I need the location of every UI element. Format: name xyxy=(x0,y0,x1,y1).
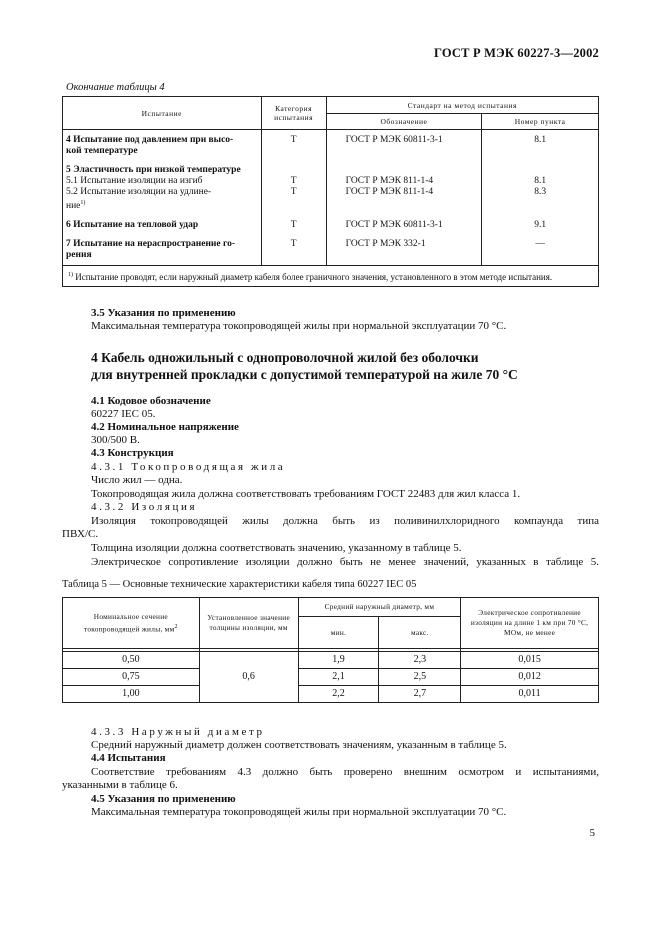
row-standard: ГОСТ Р МЭК 332-1 xyxy=(326,231,482,266)
row-clause: 8.1 xyxy=(482,176,599,187)
unit-sup: 2 xyxy=(174,623,178,630)
row-label: 6 Испытание на тепловой удар xyxy=(63,212,262,231)
footnote-text: Испытание проводят, если наружный диаметр кабеля более граничного значения, установленного в этом методе испытания. xyxy=(75,272,553,283)
table-4 xyxy=(62,96,599,287)
col-max: макс. xyxy=(379,617,461,649)
col-clause: Номер пункта xyxy=(482,114,599,130)
table4-caption: Окончание таблицы 4 xyxy=(66,82,165,93)
table-5 xyxy=(62,597,599,703)
row-clause: 9.1 xyxy=(482,212,599,231)
col-category: Категория испытания xyxy=(261,97,326,130)
row-label: 5 Эластичность при низкой температуре xyxy=(63,157,262,176)
row-standard: ГОСТ Р МЭК 811-1-4 xyxy=(326,187,482,212)
footnote-mark: 1) xyxy=(68,272,73,279)
cell-min: 2,1 xyxy=(298,669,379,686)
col-section-label: Номинальное сечение токопроводящей жилы, мм xyxy=(83,611,175,634)
row-label: 5.2 Испытание изоляции на удлине- xyxy=(66,187,212,197)
col-diameter: Средний наружный диаметр, мм xyxy=(298,598,461,617)
cell-thickness: 0,6 xyxy=(199,652,298,703)
col-designation: Обозначение xyxy=(326,114,482,130)
table-row xyxy=(63,176,599,187)
section-4-line2: для внутренней прокладки с допустимой температурой на жиле 70 °С xyxy=(91,367,518,382)
row-label: кой температуре xyxy=(66,146,138,156)
row-category: Т xyxy=(261,231,326,266)
row-label: рения xyxy=(66,250,92,261)
col-test: Испытание xyxy=(63,97,262,130)
cell-section: 0,50 xyxy=(63,652,200,669)
row-category: Т xyxy=(261,130,326,158)
cell-section: 0,75 xyxy=(63,669,200,686)
table-row xyxy=(63,187,599,212)
table-footnote xyxy=(63,266,599,287)
cell-resistance: 0,012 xyxy=(461,669,599,686)
s431-line1: Число жил — одна. xyxy=(91,474,183,486)
cell-min: 1,9 xyxy=(298,652,379,669)
s431-line2: Токопроводящая жила должна соответствовать требованиям ГОСТ 22483 для жил класса 1. xyxy=(91,488,521,500)
row-category: Т xyxy=(261,187,326,212)
col-thickness: Установленное значение толщины изоляции, мм xyxy=(199,598,298,649)
section-4-line1: 4 Кабель одножильный с однопроволочной жилой без оболочки xyxy=(91,350,479,365)
row-category: Т xyxy=(261,212,326,231)
s432-line2: Толщина изоляции должна соответствовать значению, указанному в таблице 5. xyxy=(91,542,462,554)
table-row xyxy=(63,686,599,703)
cell-max: 2,7 xyxy=(379,686,461,703)
cell-max: 2,5 xyxy=(379,669,461,686)
footnote-ref: 1) xyxy=(80,200,86,206)
s433-text: Средний наружный диаметр должен соответствовать значениям, указанным в таблице 5. xyxy=(91,739,507,751)
s432-line1b: ПВХ/С. xyxy=(62,528,99,540)
row-standard: ГОСТ Р МЭК 811-1-4 xyxy=(326,176,482,187)
row-label: 5.1 Испытание изоляции на изгиб xyxy=(63,176,262,187)
s45-text: Максимальная температура токопроводящей жилы при нормальной эксплуатации 70 °С. xyxy=(91,806,507,818)
row-standard: ГОСТ Р МЭК 60811-3-1 xyxy=(326,130,482,158)
page-number: 5 xyxy=(589,827,595,839)
row-category: Т xyxy=(261,176,326,187)
cell-section: 1,00 xyxy=(63,686,200,703)
s431-title: 4.3.1 Токопроводящая жила xyxy=(91,461,286,473)
document-header: ГОСТ Р МЭК 60227-3—2002 xyxy=(434,46,599,60)
s45-title: 4.5 Указания по применению xyxy=(91,793,236,805)
row-label: 4 Испытание под давлением при высо- xyxy=(66,135,234,145)
table-row xyxy=(63,157,599,176)
row-label: 7 Испытание на нераспространение го- xyxy=(66,239,235,250)
s35-title: 3.5 Указания по применению xyxy=(91,307,236,319)
row-clause: 8.3 xyxy=(482,187,599,212)
row-clause: — xyxy=(482,231,599,266)
table-row xyxy=(63,212,599,231)
section-4-heading xyxy=(91,349,518,383)
table-row xyxy=(63,652,599,669)
s42-title: 4.2 Номинальное напряжение xyxy=(91,421,239,433)
col-section xyxy=(63,598,200,649)
table-row xyxy=(63,231,599,266)
row-standard: ГОСТ Р МЭК 60811-3-1 xyxy=(326,212,482,231)
col-min: мин. xyxy=(298,617,379,649)
s44-line2: указанными в таблице 6. xyxy=(62,779,178,791)
col-standard: Стандарт на метод испытания xyxy=(326,97,598,114)
cell-max: 2,3 xyxy=(379,652,461,669)
s432-title: 4.3.2 Изоляция xyxy=(91,501,198,513)
table5-caption: Таблица 5 — Основные технические характеристики кабеля типа 60227 IEC 05 xyxy=(62,579,417,590)
table-row xyxy=(63,130,599,158)
s44-line1: Соответствие требованиям 4.3 должно быть проверено внешним осмотром и испытаниями, xyxy=(91,766,599,778)
cell-resistance: 0,015 xyxy=(461,652,599,669)
s432-line1a: Изоляция токопроводящей жилы должна быть из поливинилхлоридного компаунда типа xyxy=(91,515,599,527)
s43-title: 4.3 Конструкция xyxy=(91,447,174,459)
table-row xyxy=(63,669,599,686)
row-clause: 8.1 xyxy=(482,130,599,158)
s432-line3: Электрическое сопротивление изоляции должно быть не менее значений, указанных в таблице 5. xyxy=(91,556,599,568)
col-resistance: Электрическое сопротивление изоляции на длине 1 км при 70 °С, МОм, не менее xyxy=(461,598,599,649)
s35-text: Максимальная температура токопроводящей жилы при нормальной эксплуатации 70 °С. xyxy=(91,320,507,332)
s44-title: 4.4 Испытания xyxy=(91,752,166,764)
s41-title: 4.1 Кодовое обозначение xyxy=(91,395,211,407)
cell-resistance: 0,011 xyxy=(461,686,599,703)
s433-title: 4.3.3 Наружный диаметр xyxy=(91,726,265,738)
row-label: ние xyxy=(66,201,81,212)
s41-text: 60227 IEC 05. xyxy=(91,408,156,420)
s42-text: 300/500 В. xyxy=(91,434,140,446)
cell-min: 2,2 xyxy=(298,686,379,703)
